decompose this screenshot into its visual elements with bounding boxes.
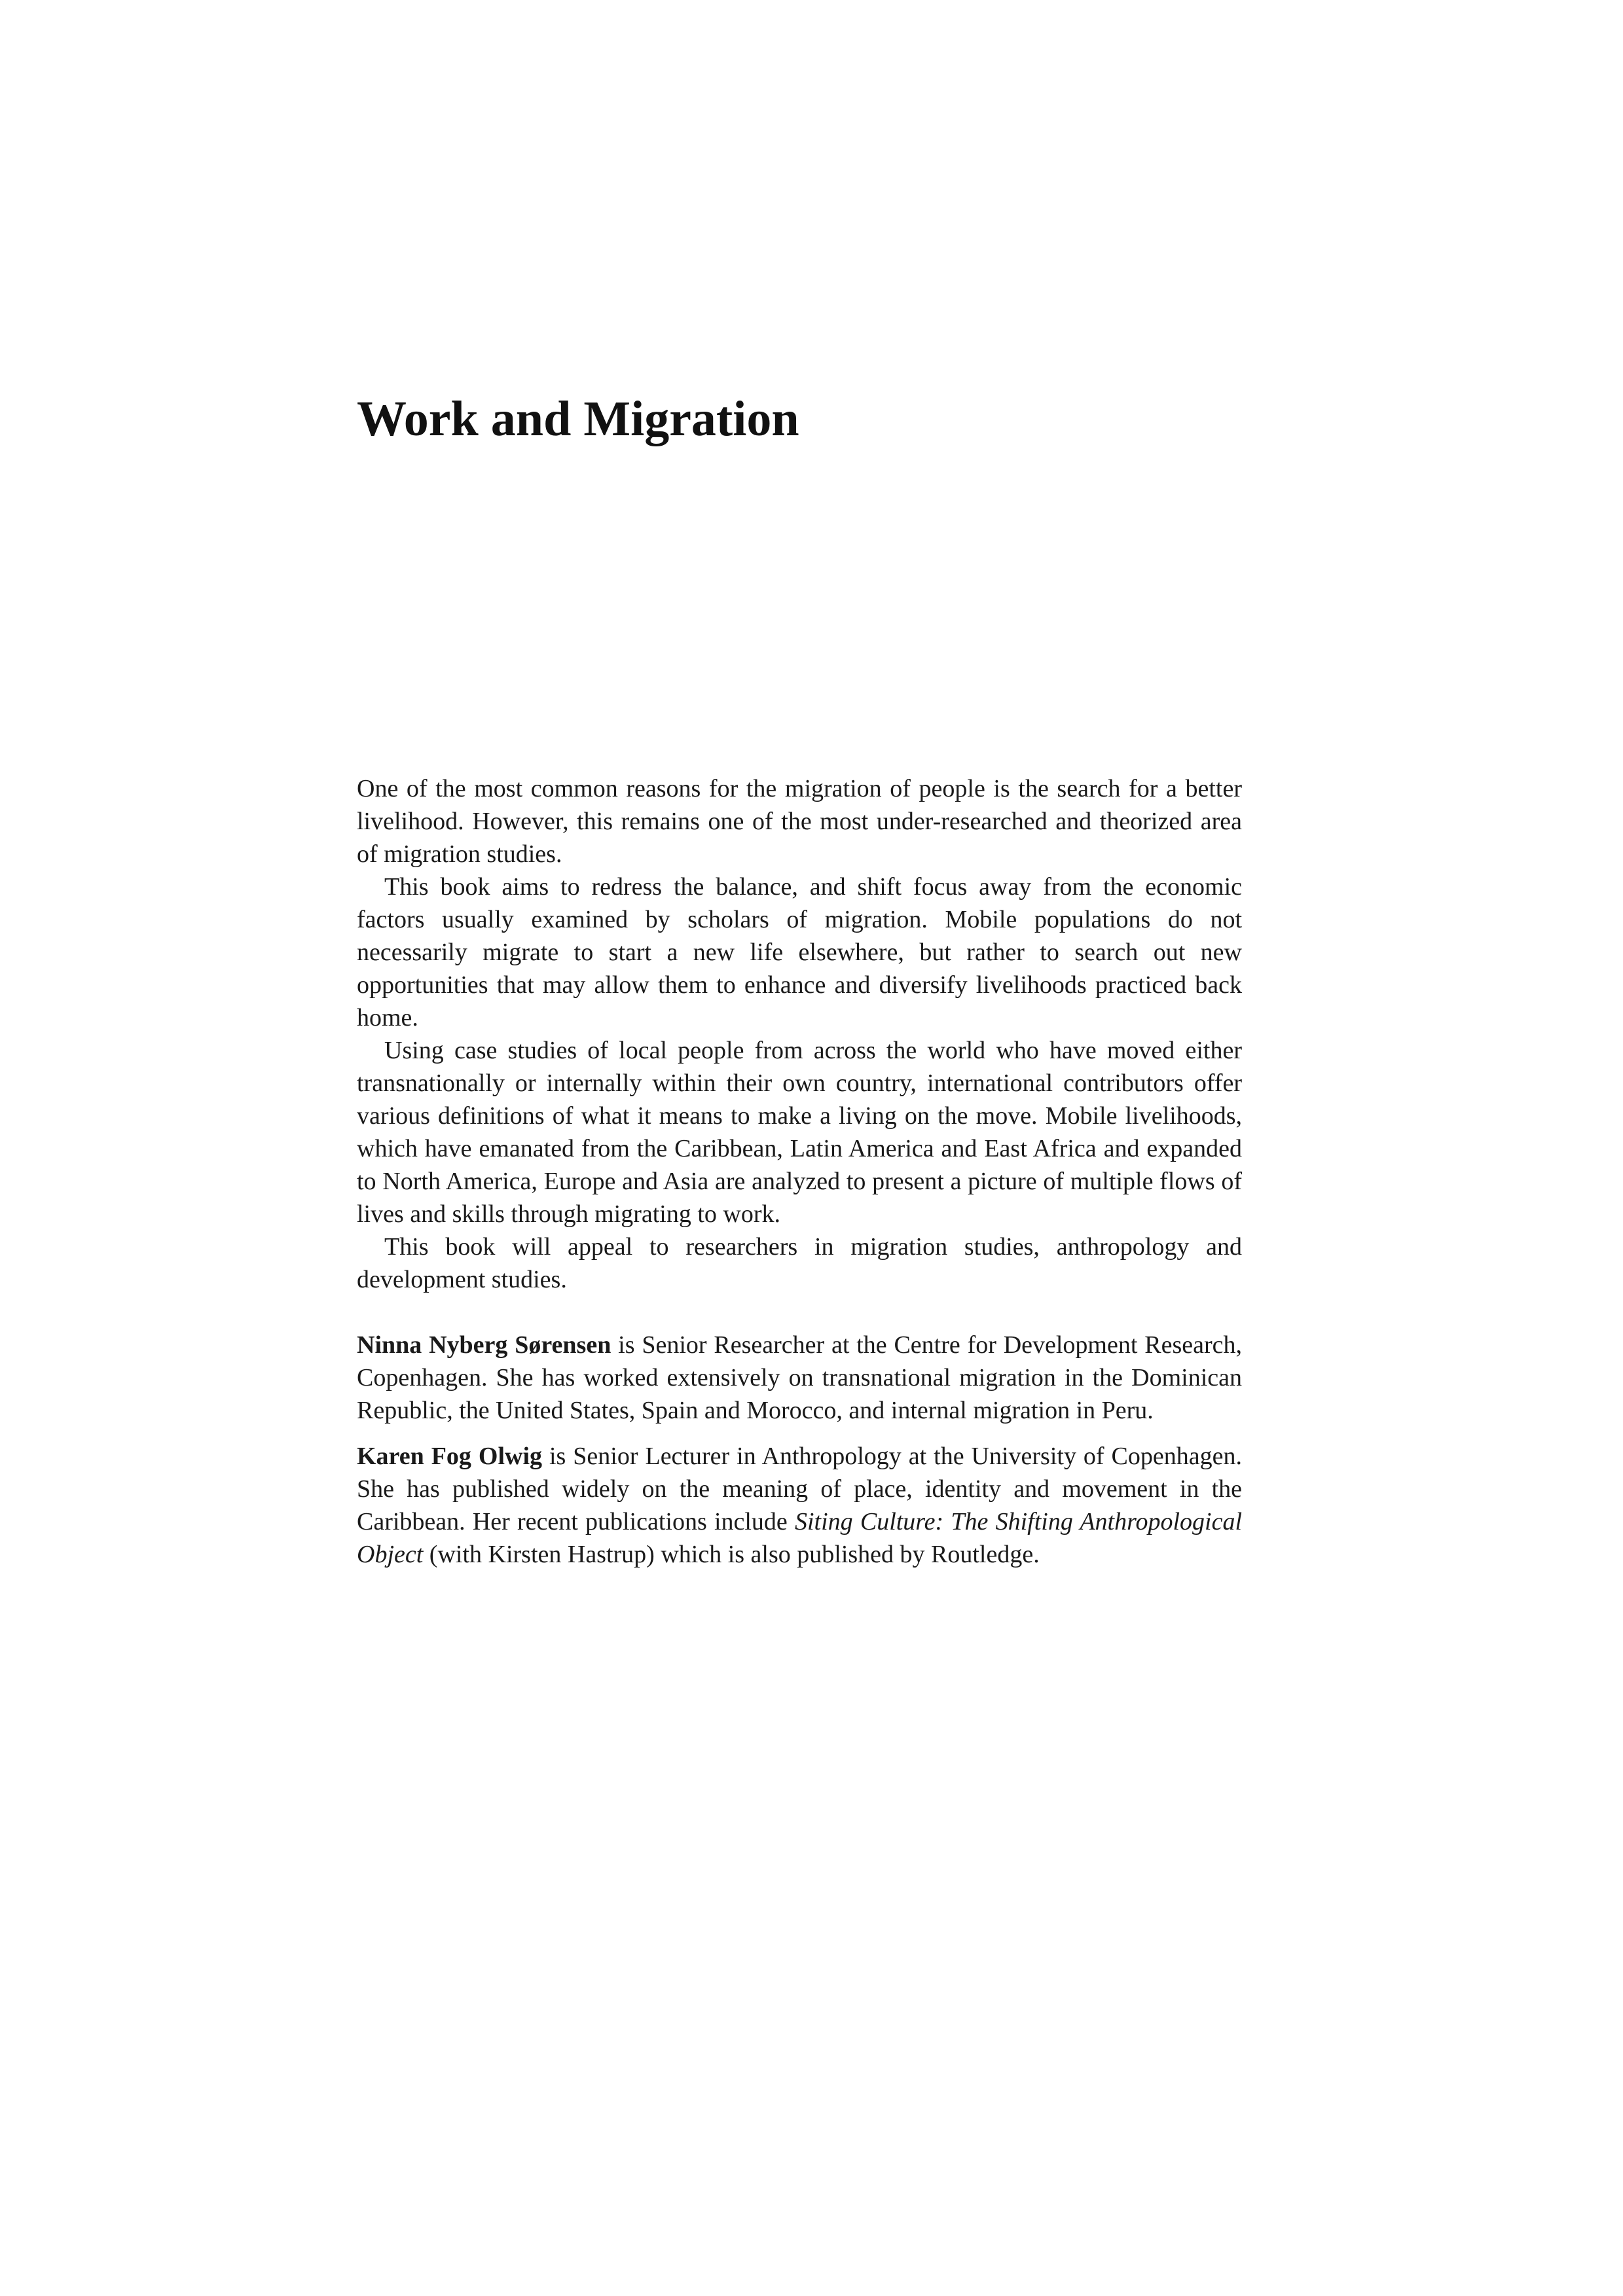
blurb-paragraph-3: Using case studies of local people from across the world who have moved either transnationally or internally within their own country, international contributors offer various definitions of what it means to make a living on the move. Mobile livelihoods, which have emanated from the Caribbean, Latin America and East Africa and expanded to North America, Europe and Asia are analyzed to present a picture of multiple flows of lives and skills through migrating to work. — [357, 1037, 1242, 1228]
bio-sorensen — [357, 1329, 1242, 1427]
author-name-sorensen: Ninna Nyberg Sørensen — [357, 1331, 611, 1359]
book-title-siting-culture: Siting Culture: The Shifting Anthropological Object — [357, 1508, 1243, 1568]
bio-text-sorensen: is Senior Researcher at the Centre for Development Research, Copenhagen. She has worked extensively on transnational migration in the Dominican Republic, the United States, Spain and Morocco, and internal migration in Peru. — [357, 1331, 1242, 1424]
author-bios — [357, 1329, 1242, 1571]
body-block — [357, 772, 1242, 1584]
blurb-paragraph-2: This book aims to redress the balance, and shift focus away from the economic factors usually examined by scholars of migration. Mobile populations do not necessarily migrate to start a new life elsewhere, but rather to search out new opportunities that may allow them to enhance and diversify livelihoods practiced back home. — [357, 873, 1242, 1031]
bio-text-olwig-after: (with Kirsten Hastrup) which is also published by Routledge. — [423, 1541, 1040, 1568]
book-blurb — [357, 772, 1242, 1296]
author-name-olwig: Karen Fog Olwig — [357, 1443, 543, 1470]
blurb-paragraph-1: One of the most common reasons for the migration of people is the search for a better livelihood. However, this remains one of the most under-researched and theorized area of migration studies. — [357, 775, 1242, 868]
page-title: Work and Migration — [357, 391, 799, 446]
bio-olwig — [357, 1440, 1242, 1571]
bio-text-olwig-before: is Senior Lecturer in Anthropology at the University of Copenhagen. She has published widely on the meaning of place, identity and movement in the Caribbean. Her recent publications include — [357, 1443, 1242, 1535]
blurb-paragraph-4: This book will appeal to researchers in migration studies, anthropology and development studies. — [357, 1233, 1242, 1293]
